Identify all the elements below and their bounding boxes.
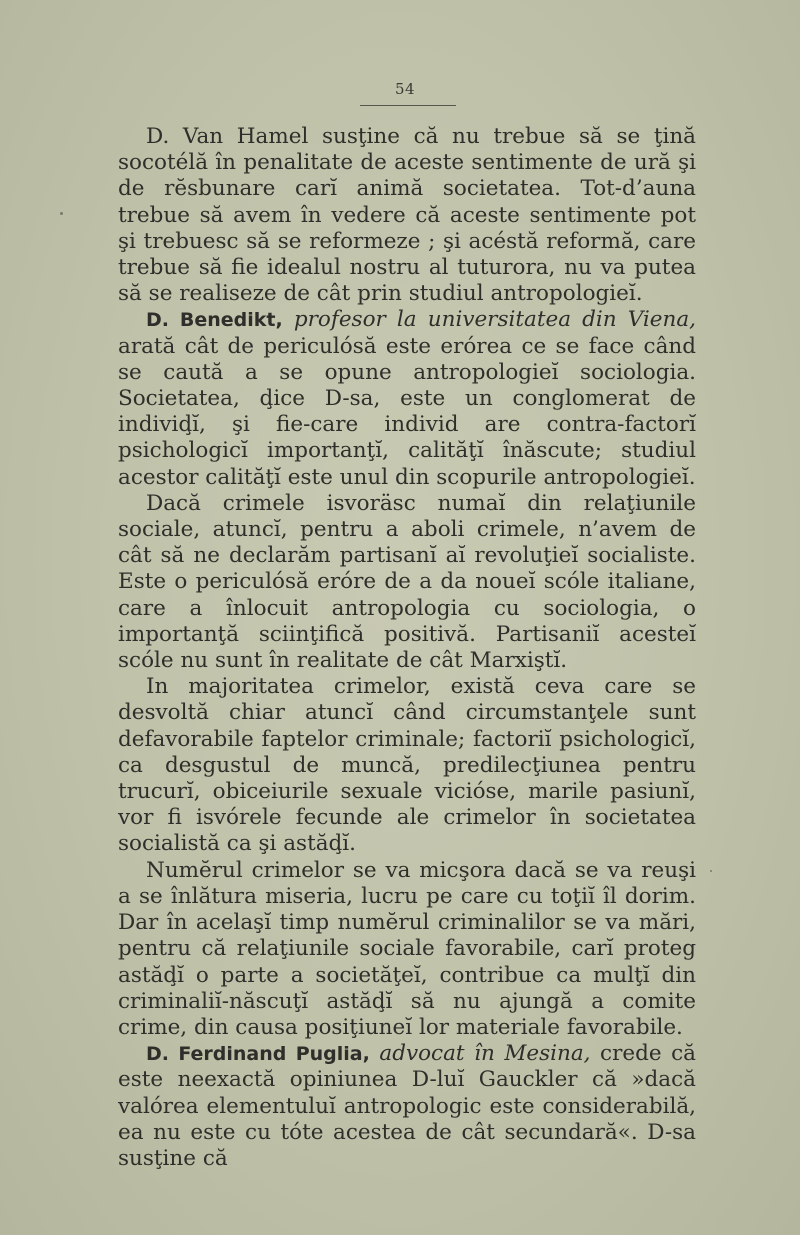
paragraph-benedikt bbox=[118, 307, 696, 490]
page-number: 54 bbox=[394, 80, 416, 98]
speaker-role: advocat în Mesina, bbox=[379, 1041, 591, 1067]
paragraph-van-hamel bbox=[118, 124, 696, 307]
paper-speck bbox=[710, 870, 712, 872]
paragraph-number-crimes bbox=[118, 858, 696, 1041]
speaker-name: D. Benedikt, bbox=[146, 309, 283, 332]
paragraph-puglia bbox=[118, 1041, 696, 1172]
speaker-role: profesor la universitatea din Viena, bbox=[293, 307, 697, 333]
paragraph-text: In majoritatea crimelor, există ceva care se desvoltă chiar atuncĭ când circumstanţele sunt defavorabile faptelor criminale; factoriĭ psichologicĭ, ca desgustul de muncă, predilecţiunea pentru trucurĭ, obiceiurile sexuale viciόse, marile pasiunĭ, vor fi isvórele fecunde ale crimelor în societatea socialistă ca şi astăḑĭ. bbox=[118, 674, 696, 857]
paragraph-text: arată cât de periculósă este erórea ce se face când se caută a se opune antropologieĭ sociologia. Societatea, ḑice D-sa, este un conglomerat de indiviḑĭ, şi fie-care individ are contra-factorĭ psichologicĭ importanţĭ, calităţĭ înăscute; studiul acestor calităţĭ este unul din scopurile antropologieĭ. bbox=[118, 333, 696, 490]
paper-speck bbox=[60, 212, 63, 215]
header-rule bbox=[360, 105, 456, 106]
paragraph-text: crede că este neexactă opiniunea D-luĭ Gauckler că »dacă valórea elementuluĭ antropologic este considerabilă, ea nu este cu tóte acestea de cât secundară«. D-sa susţine că bbox=[118, 1041, 696, 1171]
body-text bbox=[118, 124, 696, 1172]
paragraph-text: Numĕrul crimelor se va micşora dacă se va reuşi a se înlătura miseria, lucru pe care cu toţiĭ îl dorim. Dar în acelaşĭ timp numĕrul criminalilor se va mări, pentru că relaţiunile sociale favorabile, carĭ proteg astăḑĭ o parte a societăţeĭ, contribue ca mulţĭ din criminaliĭ-născuţĭ astăḑĭ să nu ajungă a comite crime, din causa posiţiuneĭ lor materiale favorabile. bbox=[118, 857, 696, 1040]
speaker-name: D. Ferdinand Puglia, bbox=[146, 1043, 370, 1066]
paragraph-crime-sources bbox=[118, 491, 696, 674]
paragraph-text: Dacă crimele isvoräsc numaĭ din relaţiunile sociale, atuncĭ, pentru a aboli crimele, n’avem de cât să ne declarăm partisanĭ aĭ revoluţieĭ socialiste. Este o periculósă eróre de a da noueĭ scóle italiane, care a înlocuit antropologia cu sociologia, o importanţă sciinţifică positivă. Partisaniĭ acesteĭ scóle nu sunt în realitate de cât Marxiştĭ. bbox=[118, 490, 696, 674]
paragraph-majority-crimes bbox=[118, 674, 696, 857]
paragraph-text: D. Van Hamel susţine că nu trebue să se ţină socotélă în penalitate de aceste sentimente de ură şi de rĕsbunare carĭ animă societatea. Tot-d’auna trebue să avem în vedere că aceste sentimente pot şi trebuesc să se reformeze ; şi acéstă reformă, care trebue să fie idealul nostru al tuturora, nu va putea să se realiseze de cât prin studiul antropologieĭ. bbox=[118, 124, 696, 307]
